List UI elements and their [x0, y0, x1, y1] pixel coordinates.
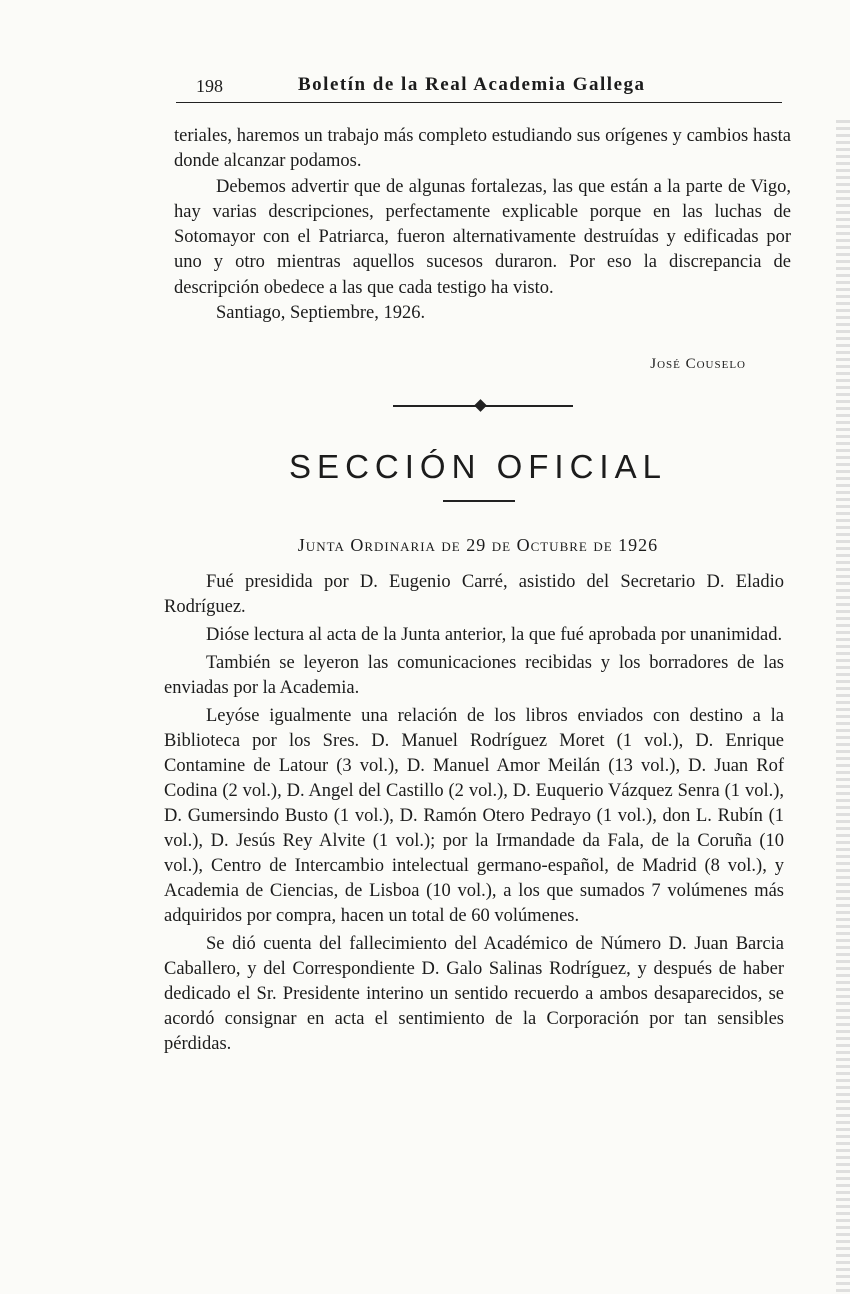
paragraph: Se dió cuenta del fallecimiento del Académico de Número D. Juan Barcia Caballero, y del Correspondiente D. Galo Salinas Rodríguez, y después de haber dedicado el Sr. Presidente interino un sentido recuerdo a ambos desaparecidos, se acordó consignar en acta el sentimiento de la Corporación por tan sensibles pérdidas.	[164, 934, 784, 1054]
title-underline	[443, 500, 515, 502]
diamond-icon	[474, 399, 487, 412]
journal-title: Boletín de la Real Academia Gallega	[298, 74, 646, 95]
paragraph: Fué presidida por D. Eugenio Carré, asistido del Secretario D. Eladio Rodríguez.	[164, 572, 784, 617]
meeting-heading: Junta Ordinaria de 29 de Octubre de 1926	[297, 535, 659, 555]
paragraph: También se leyeron las comunicaciones recibidas y los borradores de las enviadas por la Academia.	[164, 653, 784, 698]
author-signature: José Couselo	[650, 356, 746, 372]
meeting-minutes	[164, 570, 784, 1060]
article-conclusion	[174, 124, 791, 326]
running-header	[176, 74, 782, 103]
section-title: SECCIÓN OFICIAL	[289, 448, 667, 485]
paragraph: Leyóse igualmente una relación de los libros enviados con destino a la Biblioteca por los Sres. D. Manuel Rodríguez Moret (1 vol.), D. Enrique Contamine de Latour (3 vol.), D. Manuel Amor Meilán (13 vol.), D. Juan Rof Codina (2 vol.), D. Angel del Castillo (2 vol.), D. Euquerio Vázquez Senra (1 vol.), D. Gumersindo Busto (1 vol.), D. Ramón Otero Pedrayo (1 vol.), don L. Rubín (1 vol.), D. Jesús Rey Alvite (1 vol.); por la Irmandade da Fala, de la Coruña (10 vol.), Centro de Intercambio intelectual germano-español, de Madrid (8 vol.), y Academia de Ciencias, de Lisboa (10 vol.), a los que sumados 7 volúmenes más adquiridos por compra, hacen un total de 60 volúmenes.	[164, 706, 784, 926]
dateline: Santiago, Septiembre, 1926.	[216, 303, 426, 324]
paragraph: Dióse lectura al acta de la Junta anterior, la que fué aprobada por unanimidad.	[206, 625, 783, 645]
paragraph: teriales, haremos un trabajo más completo estudiando sus orígenes y cambios hasta donde alcanzar podamos.	[174, 126, 791, 172]
paragraph: Debemos advertir que de algunas fortalezas, las que están a la parte de Vigo, hay varias descripciones, perfectamente explicable porque en las luchas de Sotomayor con el Patriarca, fueron alternativamente destruídas y edificadas por uno y otro mientras aquellos sucesos duraron. Por eso la discrepancia de descripción obedece a las que cada testigo ha visto.	[174, 176, 791, 298]
page-number: 198	[196, 76, 223, 96]
scanned-page-edge	[836, 120, 850, 1294]
section-divider-ornament	[393, 401, 573, 411]
